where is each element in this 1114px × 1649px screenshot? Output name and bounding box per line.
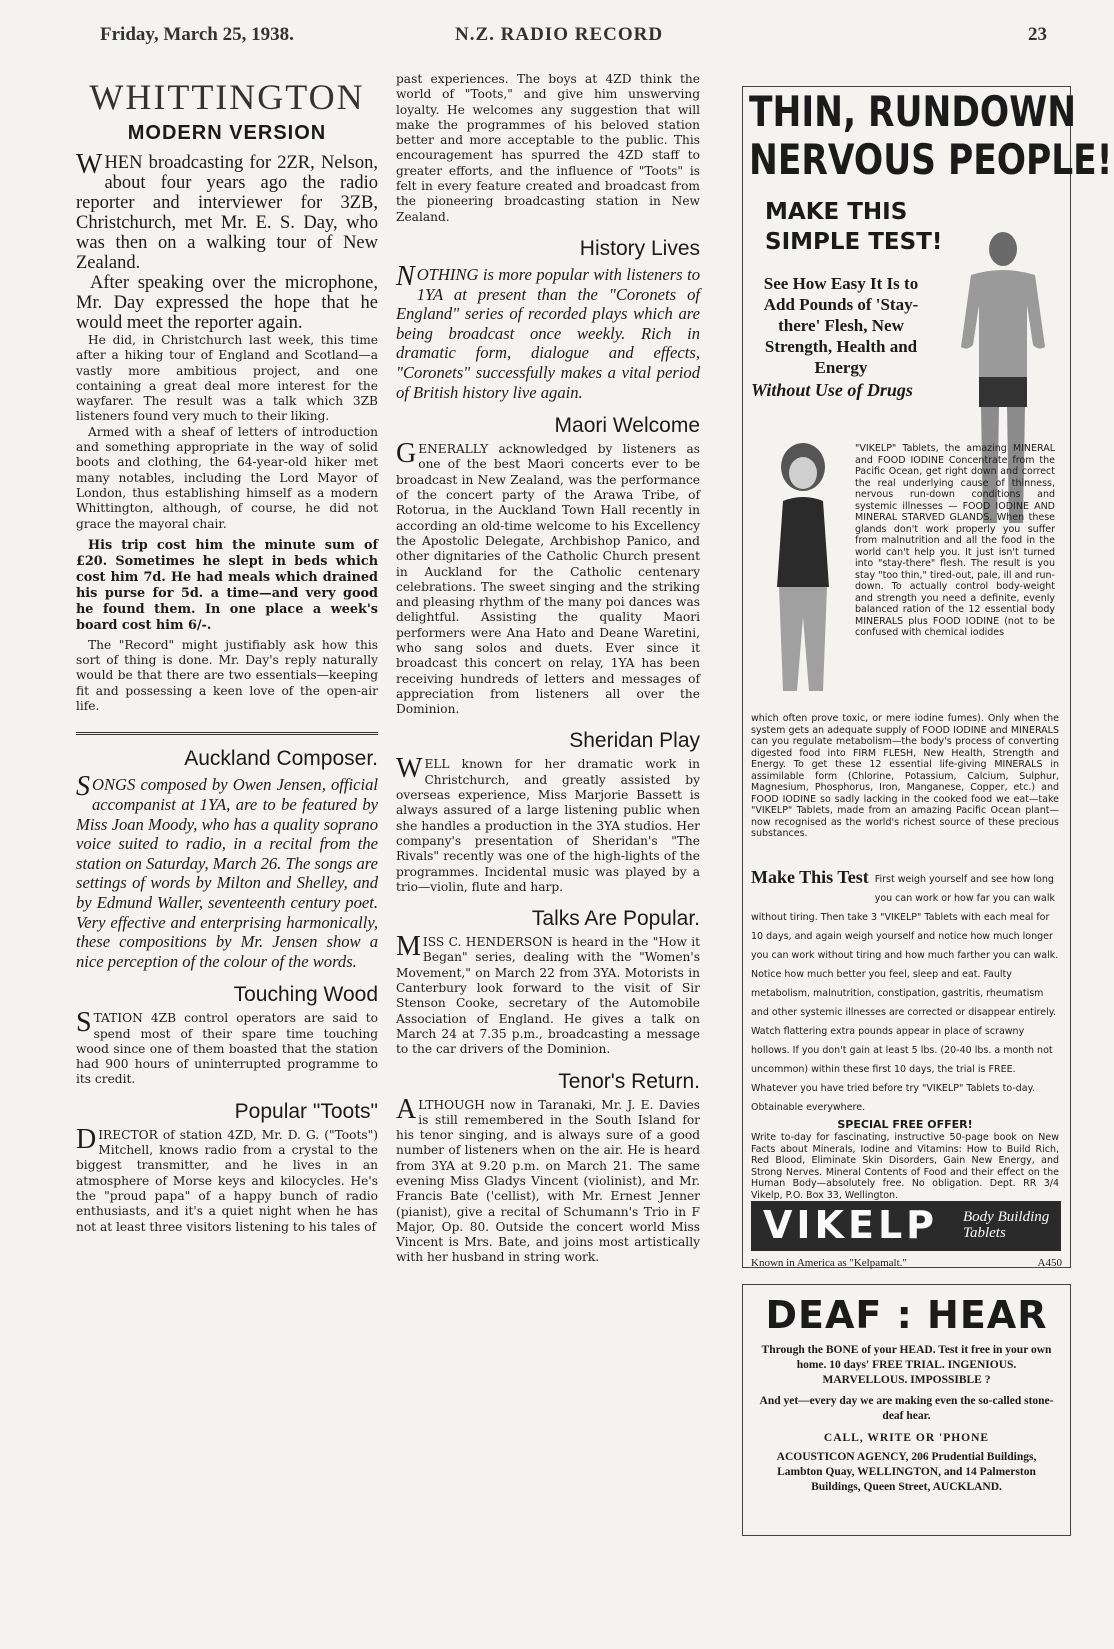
section-heading: Auckland Composer. — [184, 747, 378, 771]
woman-figure-icon — [757, 437, 847, 697]
ad-headline: THIN, RUNDOWN — [749, 87, 1077, 136]
article-subtitle: MODERN VERSION — [127, 122, 327, 144]
ad-text: And yet—every day we are making even the so-called stone-deaf hear. — [759, 1395, 1054, 1422]
drop-cap: A — [396, 1093, 417, 1125]
ad-claim: See How Easy It Is to Add Pounds of 'Stay-there' Flesh, New Strength, Health and Energy — [763, 274, 919, 377]
section-heading: Maori Welcome — [554, 414, 700, 438]
section-heading: History Lives — [579, 236, 700, 260]
ad-call-to-action: CALL, WRITE OR 'PHONE — [823, 1432, 990, 1444]
section-heading: Popular "Toots" — [234, 1099, 378, 1123]
issue-date: Friday, March 25, 1938. — [100, 24, 294, 45]
article-title: WHITTINGTON — [89, 77, 365, 117]
drop-cap: G — [396, 438, 417, 470]
section-heading: Touching Wood — [233, 983, 378, 1007]
ad-code: A450 — [1037, 1257, 1062, 1269]
acousticon-advertisement — [742, 1284, 1071, 1536]
test-text: First weigh yourself and see how long you can work or how far you can walk without tiring. Then take 3 "VIKELP" Tablets with each meal for 10 days, and again weigh yourself and notice how much longer you can work without tiring and how much farther you can walk. Notice how much better you feel, sleep and eat. Faulty metabolism, malnutrition, constipation, gastritis, rheumatism and other systemic illnesses are corrected or disappear entirely. Watch flattering extra pounds appear in place of scrawny hollows. If you don't gain at least 5 lbs. (20-40 lbs. a month not uncommon) within these first 10 days, the trial is FREE. Whatever you have tried before try "VIKELP" Tablets to-day. Obtainable everywhere. — [751, 874, 1059, 1113]
section-text: STATION 4ZB control operators are said to spend most of their spare time touching wood since one of them boasted that the station had 900 hours of uninterrupted programme to its credit. — [76, 1007, 378, 1087]
paragraph-bold: His trip cost him the minute sum of £20. Sometimes he slept in beds which cost him 7d. He had meals which drained his purse for 5d. a time—and very good he found them. In one place a week's board cost him 6/-. — [76, 537, 378, 633]
page-number: 23 — [1028, 24, 1047, 45]
divider — [76, 732, 378, 735]
drop-cap: W — [396, 753, 423, 785]
drop-cap: N — [396, 260, 415, 292]
lead-text: HEN broadcasting for 2ZR, Nelson, about four years ago the radio reporter and interviewer for 3ZB, Christchurch, met Mr. E. S. Day, who was then on a walking tour of New Zealand. — [76, 153, 378, 273]
lead-paragraph — [76, 149, 378, 273]
section-heading: Tenor's Return. — [558, 1069, 700, 1093]
make-this-test-section — [751, 867, 1059, 1201]
ad-headline: NERVOUS PEOPLE! — [749, 135, 1113, 184]
known-as: Known in America as "Kelpamalt." — [751, 1257, 907, 1269]
paragraph: Armed with a sheaf of letters of introduction and something appropriate in the way of solid boots and clothing, the 64-year-old hiker met many notables, including the Lord Mayor of London, thus establishing himself as a modern Whittington, although, of course, he did not grace the mayoral chair. — [76, 424, 378, 531]
test-heading: Make This Test — [751, 867, 869, 887]
section-text: past experiences. The boys at 4ZD think the world of "Toots," and give him unswerving loyalty. He welcomes any suggestion that will make the programmes of his beloved station better and more acceptable to the public. This encouragement has spurred the 4ZD staff to greater efforts, and the influence of "Toots" is felt in every feature created and broadcast from the pioneering broadcasting station in New Zealand. — [396, 72, 700, 224]
paragraph: The "Record" might justifiably ask how this sort of thing is done. Mr. Day's reply naturally would be that there are two essentials—keeping fit and possessing a keen love of the open-air life. — [76, 637, 378, 714]
drop-cap: M — [396, 931, 421, 963]
section-heading: Sheridan Play — [569, 729, 700, 753]
section-text: WELL known for her dramatic work in Christchurch, and greatly assisted by overseas experience, Miss Marjorie Bassett is always assured of a large listening public when she handles a production in the 3YA studios. Her company's presentation of Sheridan's "The Rivals" recently was one of the high-lights of the programmes. Incidental music was played by a trio—violin, flute and harp. — [396, 753, 700, 894]
offer-text: Write to-day for fascinating, instructive 50-page book on New Facts about Minerals, Iodine and Vitamins: How to Build Rich, Red Blood, Eliminate Skin Disorders, Gain New Energy, and Strong Nerves. Mineral Contents of Food and their effect on the Human Body—absolutely free. No obligation. Dept. RR 3/4 Vikelp, P.O. Box 33, Wellington. — [751, 1132, 1059, 1201]
column-1 — [76, 72, 378, 1235]
section-heading: Talks Are Popular. — [531, 907, 700, 931]
page-header — [0, 24, 1114, 54]
offer-heading: SPECIAL FREE OFFER! — [837, 1118, 973, 1131]
ad-subheadline: MAKE THIS SIMPLE TEST! — [765, 199, 943, 255]
column-2 — [396, 72, 700, 1266]
drop-cap: S — [76, 1007, 92, 1039]
publication-name: N.Z. RADIO RECORD — [455, 24, 664, 45]
section-text: DIRECTOR of station 4ZD, Mr. D. G. ("Toots") Mitchell, knows radio from a crystal to the biggest transmitter, and he lives in an atmosphere of Morse keys and kilocycles. He's the "proud papa" of a happy bunch of radio enthusiasts, and it's a quiet night when he has not at least three visitors listening to his tales of — [76, 1123, 378, 1234]
brand-tagline: Body Building Tablets — [963, 1209, 1050, 1241]
section-text: ALTHOUGH now in Taranaki, Mr. J. E. Davies is still remembered in the South Island for his tenor singing, and is always sure of a good number of listeners when on the air. He is heard from 3YA at 9.20 p.m. on March 21. The same evening Miss Gladys Vincent (violinist), and Mr. Francis Bate ('cellist), with Mr. Ernest Jenner (pianist), give a recital of Schumann's Trio in F Major, Op. 80. Outside the concert world Miss Vincent is Mrs. Bate, and joins most artistically with her husband in string work. — [396, 1093, 700, 1265]
brand-name: VIKELP — [763, 1203, 939, 1247]
ad-headline: DEAF : HEAR — [765, 1293, 1048, 1337]
section-text: MISS C. HENDERSON is heard in the "How it Began" series, dealing with the "Women's Movement," on March 22 from 3YA. Motorists in Canterbury look forward to the visit of Sir Stenson Cooke, secretary of the Automobile Association of England. He gives a talk on March 24 at 7.35 p.m., broadcasting a message to the car drivers of the Dominion. — [396, 931, 700, 1057]
ad-body-text: "VIKELP" Tablets, the amazing MINERAL and FOOD IODINE Concentrate from the Pacific Ocean, get right down and correct the real underlying cause of thinness, nervous run-down conditions and systemic illnesses — FOOD IODINE AND MINERAL STARVED GLANDS. When these glands don't work properly you suffer from malnutrition and all the food in the world can't help you. It just isn't turned into "stay-there" flesh. The result is you stay "too thin," tired-out, pale, ill and run-down. To actually control body-weight and strength you need a definite, evenly balanced ration of the 12 essential body MINERALS plus FOOD IODINE (not to be confused with chemical iodides — [855, 443, 1055, 638]
ad-text: Through the BONE of your HEAD. Test it free in your own home. 10 days' FREE TRIAL. INGENIOUS. MARVELLOUS. IMPOSSIBLE ? — [761, 1344, 1052, 1386]
section-text: NOTHING is more popular with listeners to 1YA at present than the "Coronets of England" series of recorded plays which are being broadcast once weekly. Rich in dramatic form, dialogue and effects, "Coronets" successfully makes a vital period of British history live again. — [396, 260, 700, 402]
ad-address: ACOUSTICON AGENCY, 206 Prudential Buildings, Lambton Quay, WELLINGTON, and 14 Palmerston Buildings, Queen Street, AUCKLAND. — [776, 1451, 1037, 1493]
vikelp-logo-banner — [751, 1201, 1061, 1251]
ad-body-text: which often prove toxic, or mere iodine fumes). Only when the system gets an adequate supply of FOOD IODINE and MINERALS can you regulate metabolism—the body's process of converting digested food into FIRM FLESH, New Health, Strength and Energy. To get these 12 essential life-giving MINERALS in assimilable form (Chlorine, Potassium, Calcium, Sulphur, Magnesium, Phosphorus, Iron, Manganese, Copper, etc.) and FOOD IODINE so sadly lacking in the cooked food we eat—take "VIKELP" Tablets, made from an amazing Pacific Ocean plant—now recognised as the world's richest source of these precious substances. — [751, 713, 1059, 839]
ad-claim-italic: Without Use of Drugs — [751, 380, 913, 400]
vikelp-advertisement — [742, 86, 1113, 1269]
drop-cap: S — [76, 771, 90, 803]
paragraph: He did, in Christchurch last week, this time after a hiking tour of England and Scotland—a vastly more ambitious project, and one containing a great deal more interest for the wayfarer. The result was a talk which 3ZB listeners found very much to their liking. — [76, 333, 378, 424]
paragraph: After speaking over the microphone, Mr. Day expressed the hope that he would meet the reporter again. — [76, 273, 378, 333]
section-text: GENERALLY acknowledged by listeners as one of the best Maori concerts ever to be broadcast in New Zealand, was the performance of the concert party of the Arawa Tribe, of Rotorua, in the Auckland Town Hall recently in according an old-time welcome to his Excellency the Apostolic Delegate, Archbishop Panico, and other dignitaries of the Catholic Church present in Auckland for the Catholic centenary celebrations. The sweet singing and the striking and pleasing rhythm of the many poi dances was delightful. Assisting the quality Maori performers were Ana Hato and Deane Waretini, who sang solos and duets. Ever since it broadcast this concert on relay, 1YA has been receiving hundreds of letters and messages of appreciation from listeners all over the Dominion. — [396, 438, 700, 717]
drop-cap: D — [76, 1123, 97, 1155]
drop-cap: W — [76, 149, 103, 180]
section-text: SONGS composed by Owen Jensen, official accompanist at 1YA, are to be featured by Miss Joan Moody, who has a quality soprano voice suited to radio, in a recital from the station on Saturday, March 26. The songs are settings of words by Milton and Shelley, and by Edmund Waller, seventeenth century poet. Very effective and enterprising harmonically, these compositions by Mr. Jensen show a nice perception of the colour of the words. — [76, 771, 378, 971]
